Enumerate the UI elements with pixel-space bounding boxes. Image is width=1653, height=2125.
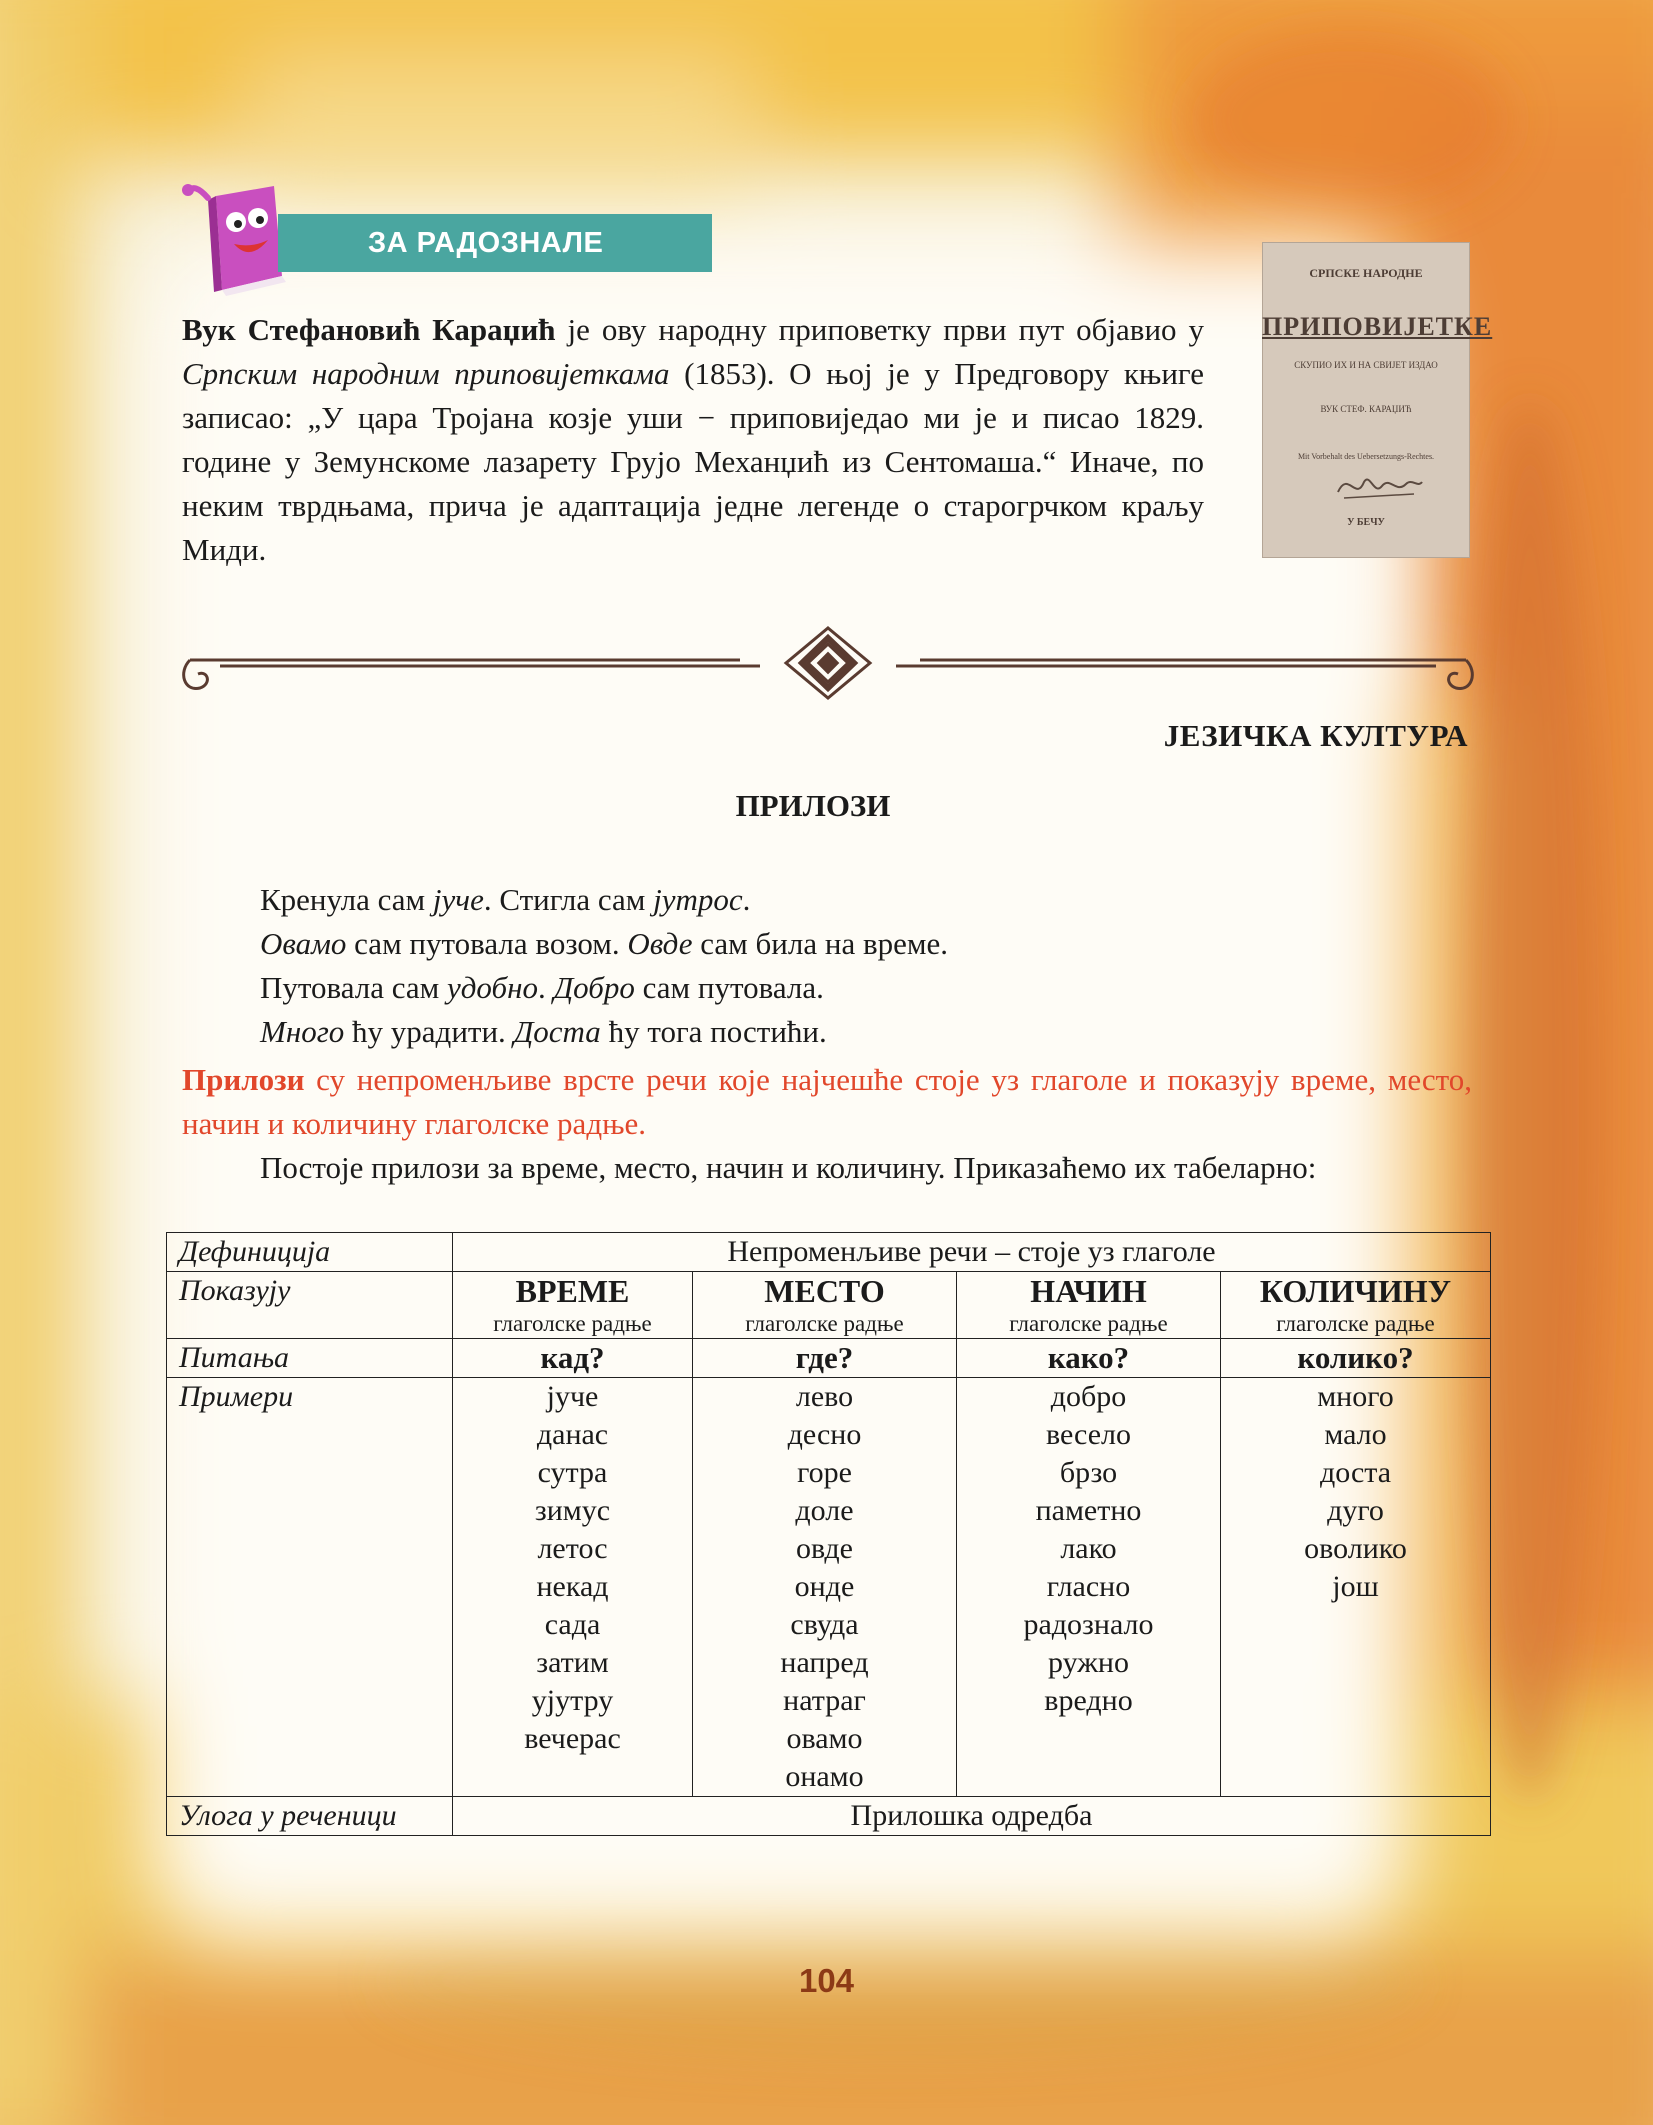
definition-term: Прилози [182,1062,305,1097]
intro-book-title: Српским народним приповијеткама [182,356,670,391]
example-sentence: Овамо сам путовала возом. Овде сам била на време. [260,926,948,961]
column-header-place: МЕСТО глаголске радње [693,1272,957,1339]
examples-quantity: много мало доста дуго оволико још [1221,1378,1491,1797]
examples-time: јуче данас сутра зимус летос некад сада затим ујутру вечерас [453,1378,693,1797]
example-sentence: Путовала сам удобно. Добро сам путовала. [260,970,824,1005]
row-label-examples: Примери [167,1378,453,1797]
example-sentences [260,878,948,1054]
definition-text [182,1058,1472,1146]
intro-text-1: је ову народну приповетку први пут објавио у [555,312,1204,347]
section-label: ЈЕЗИЧКА КУЛТУРА [1163,718,1468,753]
example-sentence: Много ћу урадити. Доста ћу тога постићи. [260,1014,827,1049]
question-time: кад? [453,1339,693,1378]
role-value: Прилошка одредба [453,1797,1491,1836]
book-cover-image [1262,242,1493,558]
cover-line-2: ПРИПОВИЈЕТКЕ [1262,312,1493,341]
cover-line-6: У БЕЧУ [1347,517,1385,528]
intro-text-2: (1853) [669,356,767,391]
page-title: ПРИЛОЗИ [735,788,891,823]
question-manner: како? [957,1339,1221,1378]
ornament-divider-icon [180,622,1476,712]
intro-author: Вук Стефановић Караџић [182,312,556,347]
cover-line-5: Mit Vorbehalt des Uebersetzungs-Rechtes. [1297,452,1435,461]
intro-text-3: . О њој је у Предговору књиге записао: „У цара Тројана козје уши − приповиједао ми је и писао 1829. године у Земунскоме лазарету Грујо Механџић из Сентомаша.“ Иначе, по неким тврдњама, прича је адаптација једне легенде о старогрчком краљу Миди. [182,356,1204,567]
table-intro: Постоје прилози за време, место, начин и количину. Приказаћемо их табеларно: [260,1150,1317,1185]
table-row [167,1797,1491,1836]
column-header-time: ВРЕМЕ глаголске радње [453,1272,693,1339]
adverbs-table [166,1232,1491,1836]
example-sentence: Кренула сам јуче. Стигла сам јутрос. [260,882,751,917]
row-label-show: Показују [167,1272,453,1339]
page-number: 104 [798,1962,855,1999]
examples-manner: добро весело брзо паметно лако гласно радознало ружно вредно [957,1378,1221,1797]
cover-line-4: ВУК СТЕФ. КАРАЏИЋ [1320,404,1412,414]
badge-label: ЗА РАДОЗНАЛЕ [278,214,712,272]
intro-paragraph [182,308,1204,572]
table-row [167,1233,1491,1272]
definition-value: Непроменљиве речи – стоје уз глаголе [453,1233,1491,1272]
table-row [167,1339,1491,1378]
examples-place: лево десно горе доле овде онде свуда напред натраг овамо онамо [693,1378,957,1797]
question-place: где? [693,1339,957,1378]
definition-body: су непроменљиве врсте речи које најчешће стоје уз глаголе и показују време, место, начин и количину глаголске радње. [182,1062,1472,1141]
row-label-role: Улога у реченици [167,1797,453,1836]
column-header-quantity: КОЛИЧИНУ глаголске радње [1221,1272,1491,1339]
cover-line-3: СКУПИО ИХ И НА СВИЈЕТ ИЗДАО [1294,360,1438,370]
question-quantity: колико? [1221,1339,1491,1378]
row-label-questions: Питања [167,1339,453,1378]
column-header-manner: НАЧИН глаголске радње [957,1272,1221,1339]
signature-icon [1334,466,1424,506]
table-row [167,1272,1491,1339]
cover-line-1: СРПСКЕ НАРОДНЕ [1309,266,1423,280]
table-row [167,1378,1491,1797]
row-label-definition: Дефиниција [167,1233,453,1272]
